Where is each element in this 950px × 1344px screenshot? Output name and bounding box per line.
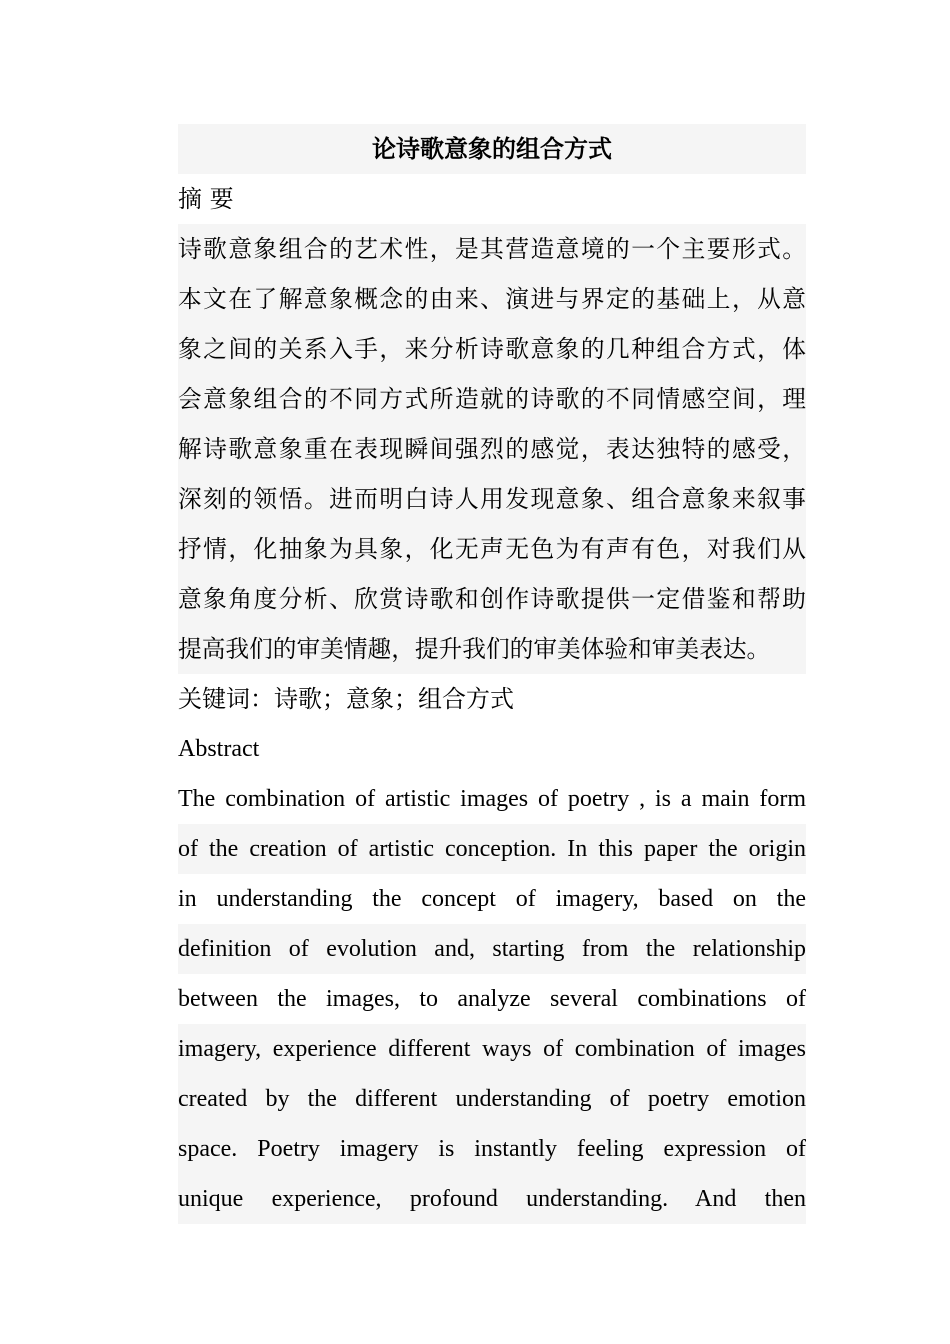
- abstract-zh-line: 象之间的关系入手，来分析诗歌意象的几种组合方式，体: [178, 324, 806, 374]
- abstract-en-line: definition of evolution and, starting from the relationship: [178, 924, 806, 974]
- abstract-en-line: The combination of artistic images of poetry , is a main form: [178, 786, 806, 812]
- abstract-zh-line: 诗歌意象组合的艺术性，是其营造意境的一个主要形式。: [178, 224, 806, 274]
- abstract-en-line: imagery, experience different ways of combination of images: [178, 1024, 806, 1074]
- abstract-en-line: created by the different understanding of poetry emotion: [178, 1074, 806, 1124]
- abstract-en-line: space. Poetry imagery is instantly feeling expression of: [178, 1124, 806, 1174]
- abstract-zh-line: 提高我们的审美情趣，提升我们的审美体验和审美表达。: [178, 624, 806, 674]
- abstract-zh-line: 深刻的领悟。进而明白诗人用发现意象、组合意象来叙事: [178, 474, 806, 524]
- keywords-zh: 关键词：诗歌；意象；组合方式: [178, 685, 514, 713]
- abstract-zh-line: 抒情，化抽象为具象，化无声无色为有声有色，对我们从: [178, 524, 806, 574]
- abstract-zh-line: 会意象组合的不同方式所造就的诗歌的不同情感空间，理: [178, 374, 806, 424]
- document-title: 论诗歌意象的组合方式: [178, 124, 806, 174]
- abstract-en-paragraph: [178, 774, 806, 1224]
- abstract-zh-line: 本文在了解意象概念的由来、演进与界定的基础上，从意: [178, 274, 806, 324]
- abstract-en-line: between the images, to analyze several combinations of: [178, 986, 806, 1012]
- abstract-zh-paragraph: [178, 224, 806, 674]
- document-page: [178, 124, 806, 1224]
- abstract-en-line: unique experience, profound understanding. And then: [178, 1174, 806, 1224]
- abstract-heading-en: Abstract: [178, 736, 260, 762]
- abstract-heading-zh: 摘 要: [178, 185, 234, 213]
- abstract-zh-line: 解诗歌意象重在表现瞬间强烈的感觉，表达独特的感受，: [178, 424, 806, 474]
- abstract-en-line: in understanding the concept of imagery, based on the: [178, 886, 806, 912]
- abstract-en-line: of the creation of artistic conception. In this paper the origin: [178, 824, 806, 874]
- abstract-zh-line: 意象角度分析、欣赏诗歌和创作诗歌提供一定借鉴和帮助: [178, 574, 806, 624]
